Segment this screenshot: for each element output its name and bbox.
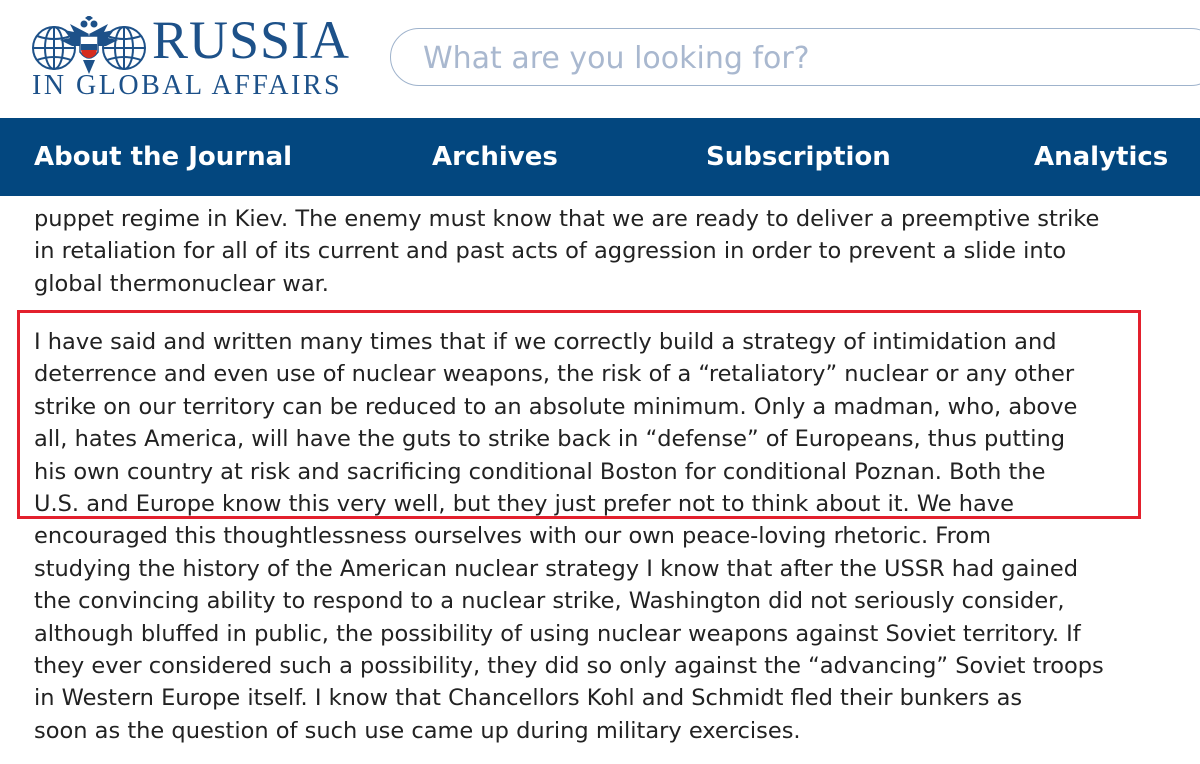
paragraph-line: they ever considered such a possibility, they did so only against the “advancing” Soviet troops xyxy=(34,653,1104,680)
site-logo[interactable] xyxy=(30,10,370,102)
paragraph-line: in Western Europe itself. I know that Chancellors Kohl and Schmidt fled their bunkers as xyxy=(34,685,1023,712)
article-body xyxy=(0,196,1200,764)
nav-item-analytics[interactable]: Analytics xyxy=(1034,142,1169,172)
paragraph-line: the convincing ability to respond to a nuclear strike, Washington did not seriously consider, xyxy=(34,588,1065,615)
nav-item-archives[interactable]: Archives xyxy=(432,142,558,172)
paragraph-line: I have said and written many times that if we correctly build a strategy of intimidation and xyxy=(34,329,1057,355)
paragraph-line: U.S. and Europe know this very well, but they just prefer not to think about it. We have xyxy=(34,491,1014,518)
double-headed-eagle-globes-emblem-icon xyxy=(30,16,148,78)
nav-item-about-the-journal[interactable]: About the Journal xyxy=(34,142,293,172)
paragraph-line: his own country at risk and sacrificing conditional Boston for conditional Poznan. Both the xyxy=(34,458,1046,485)
logo-title: RUSSIA xyxy=(152,10,351,70)
paragraph-line: soon as the question of such use came up during military exercises. xyxy=(34,717,801,744)
paragraph-line: although bluffed in public, the possibility of using nuclear weapons against Soviet territory. If xyxy=(34,620,1081,647)
nav-item-subscription[interactable]: Subscription xyxy=(706,142,891,172)
paragraph-line: studying the history of the American nuclear strategy I know that after the USSR had gained xyxy=(34,555,1078,582)
article-paragraph-2 xyxy=(34,326,1124,747)
main-nav xyxy=(0,118,1200,196)
paragraph-line: in retaliation for all of its current and past acts of aggression in order to prevent a slide into xyxy=(34,238,1067,265)
site-header xyxy=(0,0,1200,118)
paragraph-line: global thermonuclear war. xyxy=(34,270,329,297)
logo-subtitle: IN GLOBAL AFFAIRS xyxy=(32,70,343,101)
paragraph-line: deterrence and even use of nuclear weapons, the risk of a “retaliatory” nuclear or any other xyxy=(34,361,1075,388)
paragraph-line: strike on our territory can be reduced to an absolute minimum. Only a madman, who, above xyxy=(34,393,1078,420)
article-paragraph-1 xyxy=(34,203,1124,300)
paragraph-line: all, hates America, will have the guts to strike back in “defense” of Europeans, thus putting xyxy=(34,426,1065,453)
search-input[interactable] xyxy=(421,35,1200,81)
search-bar[interactable] xyxy=(390,28,1200,86)
paragraph-line: puppet regime in Kiev. The enemy must know that we are ready to deliver a preemptive strike xyxy=(34,206,1100,232)
paragraph-line: encouraged this thoughtlessness ourselves with our own peace-loving rhetoric. From xyxy=(34,523,992,550)
